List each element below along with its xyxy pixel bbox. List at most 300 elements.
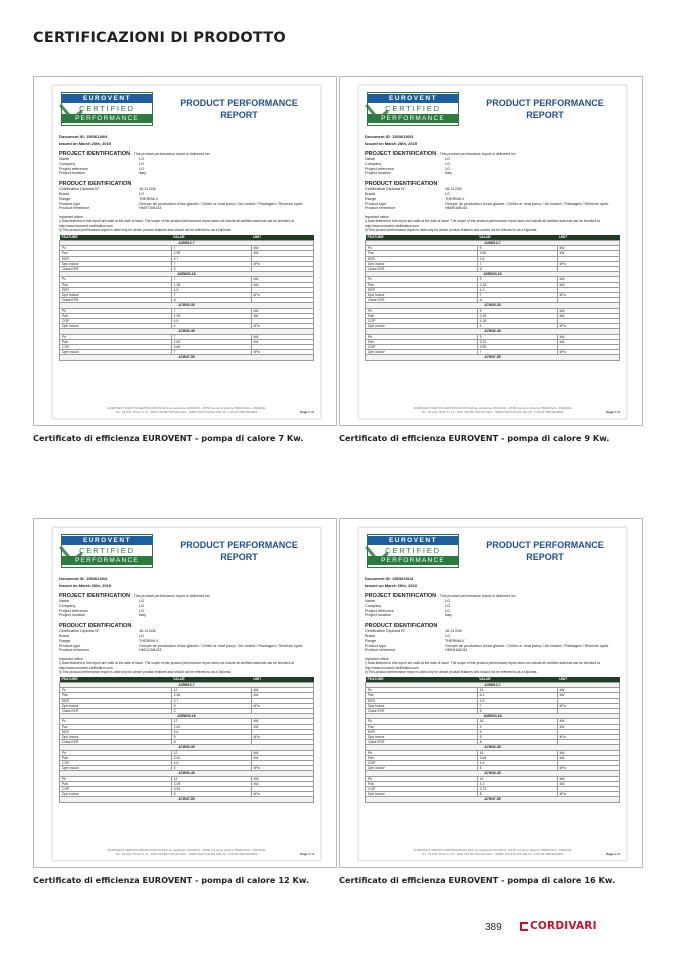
table-cell: 16 [477,750,557,755]
important-notice [365,657,620,674]
certificate-caption: Certificato di efficienza EUROVENT - pompa di calore 12 Kw. [33,875,310,885]
field-label: Name [365,157,376,161]
issue-date: Issued on March 26th, 2019 [365,583,418,588]
field-label: Brand [59,633,70,638]
footer-line-2: Tel : 33 (0)1 75 44 71 71 - RCS 720 897 664 00 Paris - SIRET 813 510 601 000 22 - TVA FR 06813510601 [115,852,258,856]
table-cell: kW [557,688,619,693]
table-cell: Dph Indoor [366,766,478,771]
report-title-line-2: REPORT [220,552,258,562]
table-cell: Ph [366,334,478,339]
field-label: Company [59,161,76,166]
table-cell: Pac [60,693,172,698]
table-cell: kW [251,719,313,724]
table-cell: COP [366,787,478,792]
field-value: HM091MU43 [445,206,468,211]
footer-line-2: Tel : 33 (0)1 75 44 71 71 - RCS 720 897 664 00 Paris - SIRET 813 510 601 000 22 - TVA FR 06813510601 [421,852,564,856]
table-cell: kW [557,282,619,287]
table-cell: kW [251,251,313,256]
field-label: Company [59,603,76,608]
field-label: Brand [59,191,70,196]
table-cell: Pac [60,724,172,729]
table-cell: 4.6 [171,761,251,766]
table-cell: COP [60,345,172,350]
field-label: Certification Diploma N° [59,187,100,192]
report-title-line-2: REPORT [220,110,258,120]
group-title: A35W23-18 [366,714,620,719]
cordivari-mark-icon [520,922,528,931]
issue-date: Issued on March 26th, 2019 [59,583,112,588]
document-footer [365,406,620,414]
group-title: A35W23-18 [366,272,620,277]
table-cell: Ph [60,776,172,781]
field-value: LG [139,599,145,603]
table-cell: kPa [557,703,619,708]
field-label: Range [365,638,377,643]
certificate-card [33,76,337,426]
table-cell: kW [251,776,313,781]
table-cell: Ph [366,750,478,755]
logo-line-1: EUROVENT [368,536,458,545]
table-cell: Ph [366,776,478,781]
field-label: Project reference [59,608,88,613]
field-value: HM121MU33 [139,648,162,653]
project-heading-text: PROJECT IDENTIFICATION [59,593,131,599]
logo-line-2: CERTIFIED [79,104,135,113]
table-cell: kPa [251,766,313,771]
table-cell: Pah [366,755,478,760]
page-indicator: Page 1 / 2 [606,852,620,856]
table-cell: 4.4 [477,761,557,766]
table-cell: 16 [477,719,557,724]
product-identification-heading: PRODUCT IDENTIFICATION [59,181,132,188]
eurovent-logo [61,92,153,126]
table-cell: Dph Indoor [366,324,478,329]
column-header: VALUE [477,677,557,683]
table-cell: 7 [171,277,251,282]
table-cell: 12 [171,688,251,693]
table-cell: kW [251,339,313,344]
table-cell: kW [557,719,619,724]
table-cell: 7 [171,261,251,266]
certificate-document [358,527,627,861]
project-field [365,171,620,176]
table-cell: 7 [477,350,557,355]
notice-item: i) Data featured in this report are valid at the date of issue. The scope of this product performance report does not include all certified data that can be checked at http://www.eurovent-certification.com [365,661,600,670]
field-value: THERMA V [139,196,159,201]
footer-line-2: Tel : 33 (0)1 75 44 71 71 - RCS 720 897 664 00 Paris - SIRET 813 510 601 000 22 - TVA FR 06813510601 [115,410,258,414]
table-cell: 2.59 [171,251,251,256]
column-header: FEATURE [366,235,478,241]
group-title: A7W47-55 [60,355,314,360]
performance-table [59,235,314,361]
table-cell: kW [251,246,313,251]
table-cell: 4 [477,324,557,329]
product-identification-heading: PRODUCT IDENTIFICATION [59,623,132,630]
table-cell: 3.93 [171,787,251,792]
table-cell: Pah [366,781,478,786]
table-cell: kW [557,776,619,781]
field-label: Brand [365,191,376,196]
table-cell: 8 [477,792,557,797]
report-title-line-2: REPORT [526,552,564,562]
logo-line-3: PERFORMANCE [368,114,458,123]
certificate-document [52,85,321,419]
logo-line-1: EUROVENT [368,94,458,103]
document-id: Document ID: 15536149/4 [59,576,108,581]
field-value: Groupe de production d'eau glacée / Chiller or heat pump / Air cooled / Packaged / Reverse cycle [139,643,303,648]
field-value: LG [445,191,451,196]
table-cell: EER [60,698,172,703]
table-cell: kW [557,246,619,251]
column-header: FEATURE [60,235,172,241]
document-footer [365,848,620,856]
footer-line-1: EUROVENT CERTITA CERTIFICATION SAS au capital de 150 000 € - 48-50 rue de la Victoire 75009 Paris - FRANCE [413,406,572,410]
table-cell: 7 [171,334,251,339]
table-cell: Pc [60,719,172,724]
table-cell: EER [60,287,172,292]
table-cell: kW [251,308,313,313]
table-cell: 2.7 [171,698,251,703]
table-cell: kW [557,308,619,313]
table-cell: kW [557,334,619,339]
field-value: LG [139,633,145,638]
table-cell: 2.16 [477,282,557,287]
field-label: Range [59,196,71,201]
field-label: Project location [59,613,85,618]
table-cell: 3.05 [171,781,251,786]
table-cell: 8 [171,792,251,797]
table-cell: kW [251,693,313,698]
certificate-document [358,85,627,419]
table-cell: Pc [366,688,478,693]
field-value: LG [139,161,145,166]
logo-line-1: EUROVENT [62,536,152,545]
report-title-line-1: PRODUCT PERFORMANCE [486,540,604,550]
table-cell: EER [366,698,478,703]
table-cell: kPa [251,703,313,708]
eurovent-logo [367,534,459,568]
field-label: Project reference [365,166,394,171]
important-notice [59,657,314,674]
table-cell: 1.39 [171,313,251,318]
field-label: Range [365,196,377,201]
table-cell: kPa [251,293,313,298]
report-title [159,539,319,563]
table-cell: 4.2 [477,287,557,292]
column-header: UNIT [251,677,313,683]
table-cell: Pc [60,277,172,282]
project-heading-hint: - This product performance report is delivered for: [437,594,517,598]
table-cell: kW [251,282,313,287]
table-cell: COP [366,319,478,324]
table-cell: Pc [366,277,478,282]
footer-line-2: Tel : 33 (0)1 75 44 71 71 - RCS 720 897 664 00 Paris - SIRET 813 510 601 000 22 - TVA FR 06813510601 [421,410,564,414]
table-cell: 9 [477,277,557,282]
table-cell: kW [557,251,619,256]
product-field [59,206,314,211]
page-indicator: Page 1 / 2 [300,410,314,414]
group-title: A7W30-35 [60,745,314,750]
table-cell: Ph [366,308,478,313]
table-cell: Pah [60,781,172,786]
document-header [59,532,314,574]
logo-line-2: CERTIFIED [79,546,135,555]
group-title: A7W40-45 [366,329,620,334]
eurovent-logo [367,92,459,126]
field-value: Italy [445,613,452,618]
notice-item: i) Data featured in this report are valid at the date of issue. The scope of this product performance report does not include all certified data that can be checked at http://www.eurovent-certification.com [59,661,294,670]
table-cell: 8 [477,735,557,740]
field-value: 16.11.006 [445,629,462,634]
project-heading-hint: - This product performance report is delivered for: [131,152,211,156]
field-value: LG [445,633,451,638]
column-header: VALUE [477,235,557,241]
notice-item: ii) This product performance report is valid only for above product features and should not be referred to as a Diploma. [365,227,538,232]
table-cell: Class EER [60,298,172,303]
table-cell: 9 [171,735,251,740]
project-field [59,171,314,176]
table-cell: Pac [366,693,478,698]
certificate-card [33,518,337,868]
table-group-row [366,355,620,360]
product-field [59,648,314,653]
table-cell: COP [60,761,172,766]
page-heading: CERTIFICAZIONI DI PRODOTTO [33,30,286,46]
field-label: Project reference [365,608,394,613]
table-cell: 1.83 [171,339,251,344]
field-label: Project location [365,171,391,176]
performance-table [59,677,314,803]
table-cell: 2.61 [171,724,251,729]
notice-title: Important notice: [59,215,84,220]
group-title: A7W47-55 [366,355,620,360]
table-cell: COP [60,319,172,324]
report-title [465,97,625,121]
table-cell: 7 [477,261,557,266]
important-notice [59,215,314,232]
logo-line-3: PERFORMANCE [62,556,152,565]
field-value: LG [139,191,145,196]
document-id: Document ID: 15536149/4 [59,134,108,139]
table-cell: 4 [477,724,557,729]
field-value: LG [445,166,451,171]
document-header [365,532,620,574]
table-cell: 5 [477,766,557,771]
table-cell: Dps Indoor [60,293,172,298]
table-group-row [60,355,314,360]
table-cell: Class EER [60,709,172,714]
field-value: LG [445,603,451,608]
table-cell: kW [251,755,313,760]
table-cell: 4.5 [171,287,251,292]
table-cell: Dph Indoor [60,766,172,771]
table-cell: Class EER [366,709,478,714]
table-cell: 4 [171,324,251,329]
table-cell: Ph [60,334,172,339]
table-cell: Ph [60,308,172,313]
table-cell: Dps Indoor [366,293,478,298]
project-heading-text: PROJECT IDENTIFICATION [59,151,131,157]
notice-item: i) Data featured in this report are valid at the date of issue. The scope of this product performance report does not include all certified data that can be checked at http://www.eurovent-certification.com [365,219,600,228]
group-title: A35W12-7 [366,240,620,245]
table-cell: kW [251,724,313,729]
group-title: A7W30-35 [366,303,620,308]
table-cell: D [477,709,557,714]
table-cell: 7 [171,308,251,313]
column-header: UNIT [557,235,619,241]
field-label: Product reference [59,648,90,653]
table-cell: Class EER [366,298,478,303]
table-cell: Dps Indoor [60,703,172,708]
table-cell: 1.35 [171,282,251,287]
table-cell: Ph [60,750,172,755]
group-title: A7W40-45 [60,771,314,776]
table-cell: Pah [60,755,172,760]
group-title: A35W12-7 [60,240,314,245]
certificate-caption: Certificato di efficienza EUROVENT - pompa di calore 16 Kw. [339,875,616,885]
group-title: A35W23-18 [60,272,314,277]
table-cell: Dps Indoor [366,735,478,740]
table-cell: Pc [60,688,172,693]
field-value: THERMA V [445,196,465,201]
table-cell: kW [251,781,313,786]
logo-line-2: CERTIFIED [385,104,441,113]
table-cell: 4.3 [477,781,557,786]
table-cell: C [171,709,251,714]
table-cell: 3.72 [477,787,557,792]
certificate-caption: Certificato di efficienza EUROVENT - pompa di calore 9 Kw. [339,433,610,443]
table-cell: 9 [477,308,557,313]
field-value: 16.11.006 [445,187,462,192]
table-cell: kW [557,755,619,760]
table-cell: 16 [477,776,557,781]
table-cell: Pah [366,339,478,344]
issue-date: Issued on March 26th, 2019 [365,141,418,146]
table-cell: kW [251,688,313,693]
notice-item: i) Data featured in this report are valid at the date of issue. The scope of this product performance report does not include all certified data that can be checked at http://www.eurovent-certification.com [59,219,294,228]
table-cell: Pah [366,313,478,318]
report-title [159,97,319,121]
group-title: A35W23-18 [60,714,314,719]
notice-item: ii) This product performance report is valid only for above product features and should not be referred to as a Diploma. [59,669,232,674]
table-cell: kPa [251,324,313,329]
field-value: LG [445,599,451,603]
footer-line-1: EUROVENT CERTITA CERTIFICATION SAS au capital de 150 000 € - 48-50 rue de la Victoire 75009 Paris - FRANCE [413,848,572,852]
logo-line-1: EUROVENT [62,94,152,103]
table-cell: Dps Indoor [366,261,478,266]
table-cell: 2.5 [477,256,557,261]
table-cell: 2.61 [171,755,251,760]
table-cell: A [171,740,251,745]
table-cell: 3.59 [477,345,557,350]
project-heading-hint: - This product performance report is delivered for: [437,152,517,156]
footer-line-1: EUROVENT CERTITA CERTIFICATION SAS au capital de 150 000 € - 48-50 rue de la Victoire 75009 Paris - FRANCE [107,406,266,410]
logo-line-2: CERTIFIED [385,546,441,555]
table-cell: 7 [477,293,557,298]
table-cell: 6.4 [477,693,557,698]
table-cell: 2.5 [477,698,557,703]
performance-table [365,677,620,803]
field-value: LG [139,603,145,608]
group-title: A7W30-35 [366,745,620,750]
table-cell: kPa [251,735,313,740]
table-cell: Pac [366,724,478,729]
table-group-row [366,797,620,802]
table-cell: 9 [477,246,557,251]
table-cell: kPa [557,324,619,329]
field-value: LG [445,157,451,161]
field-label: Company [365,603,382,608]
table-cell: Class EER [366,267,478,272]
field-value: 16.11.006 [139,187,156,192]
table-cell: kW [557,750,619,755]
table-cell: EER [60,256,172,261]
field-value: THERMA V [139,638,159,643]
table-cell: Class EER [60,267,172,272]
table-cell: Dps Indoor [366,703,478,708]
field-label: Product reference [365,206,396,211]
table-cell: 3.64 [477,755,557,760]
column-header: FEATURE [60,677,172,683]
field-value: Italy [445,171,452,176]
field-value: 16.11.006 [139,629,156,634]
report-title-line-1: PRODUCT PERFORMANCE [180,540,298,550]
notice-title: Important notice: [59,657,84,662]
table-cell: Pah [60,339,172,344]
project-field [365,613,620,618]
table-cell: kPa [251,792,313,797]
table-cell: EER [366,256,478,261]
table-cell: kPa [557,792,619,797]
product-field [365,206,620,211]
certificate-card [339,518,643,868]
table-cell: Pc [366,719,478,724]
notice-item: ii) This product performance report is valid only for above product features and should not be referred to as a Diploma. [365,669,538,674]
table-cell: Pc [60,246,172,251]
table-cell: 16 [477,688,557,693]
project-heading-text: PROJECT IDENTIFICATION [365,151,437,157]
field-value: Groupe de production d'eau glacée / Chiller or heat pump / Air cooled / Packaged / Reverse cycle [445,643,609,648]
table-cell: kPa [557,293,619,298]
table-cell: COP [366,345,478,350]
field-label: Project location [59,171,85,176]
report-title-line-1: PRODUCT PERFORMANCE [180,98,298,108]
field-value: Italy [139,613,146,618]
field-value: LG [139,608,145,613]
field-label: Certification Diploma N° [365,187,406,192]
field-value: THERMA V [445,638,465,643]
project-field [59,613,314,618]
field-value: HM071MU43 [139,206,162,211]
project-heading-text: PROJECT IDENTIFICATION [365,593,437,599]
field-label: Product reference [365,648,396,653]
certificate-caption: Certificato di efficienza EUROVENT - pompa di calore 7 Kw. [33,433,304,443]
table-cell: A [171,298,251,303]
report-title-line-1: PRODUCT PERFORMANCE [486,98,604,108]
field-value: LG [445,161,451,166]
document-header [365,90,620,132]
table-cell: Class EER [366,740,478,745]
table-cell: 4.5 [171,319,251,324]
field-value: Italy [139,171,146,176]
field-label: Certification Diploma N° [365,629,406,634]
brand-name: CORDIVARI [530,920,597,932]
document-id: Document ID: 15536151/4 [365,576,414,581]
table-cell: Pac [60,282,172,287]
group-title: A35W12-7 [366,682,620,687]
notice-item: ii) This product performance report is valid only for above product features and should not be referred to as a Diploma. [59,227,232,232]
field-label: Product type [365,201,387,206]
